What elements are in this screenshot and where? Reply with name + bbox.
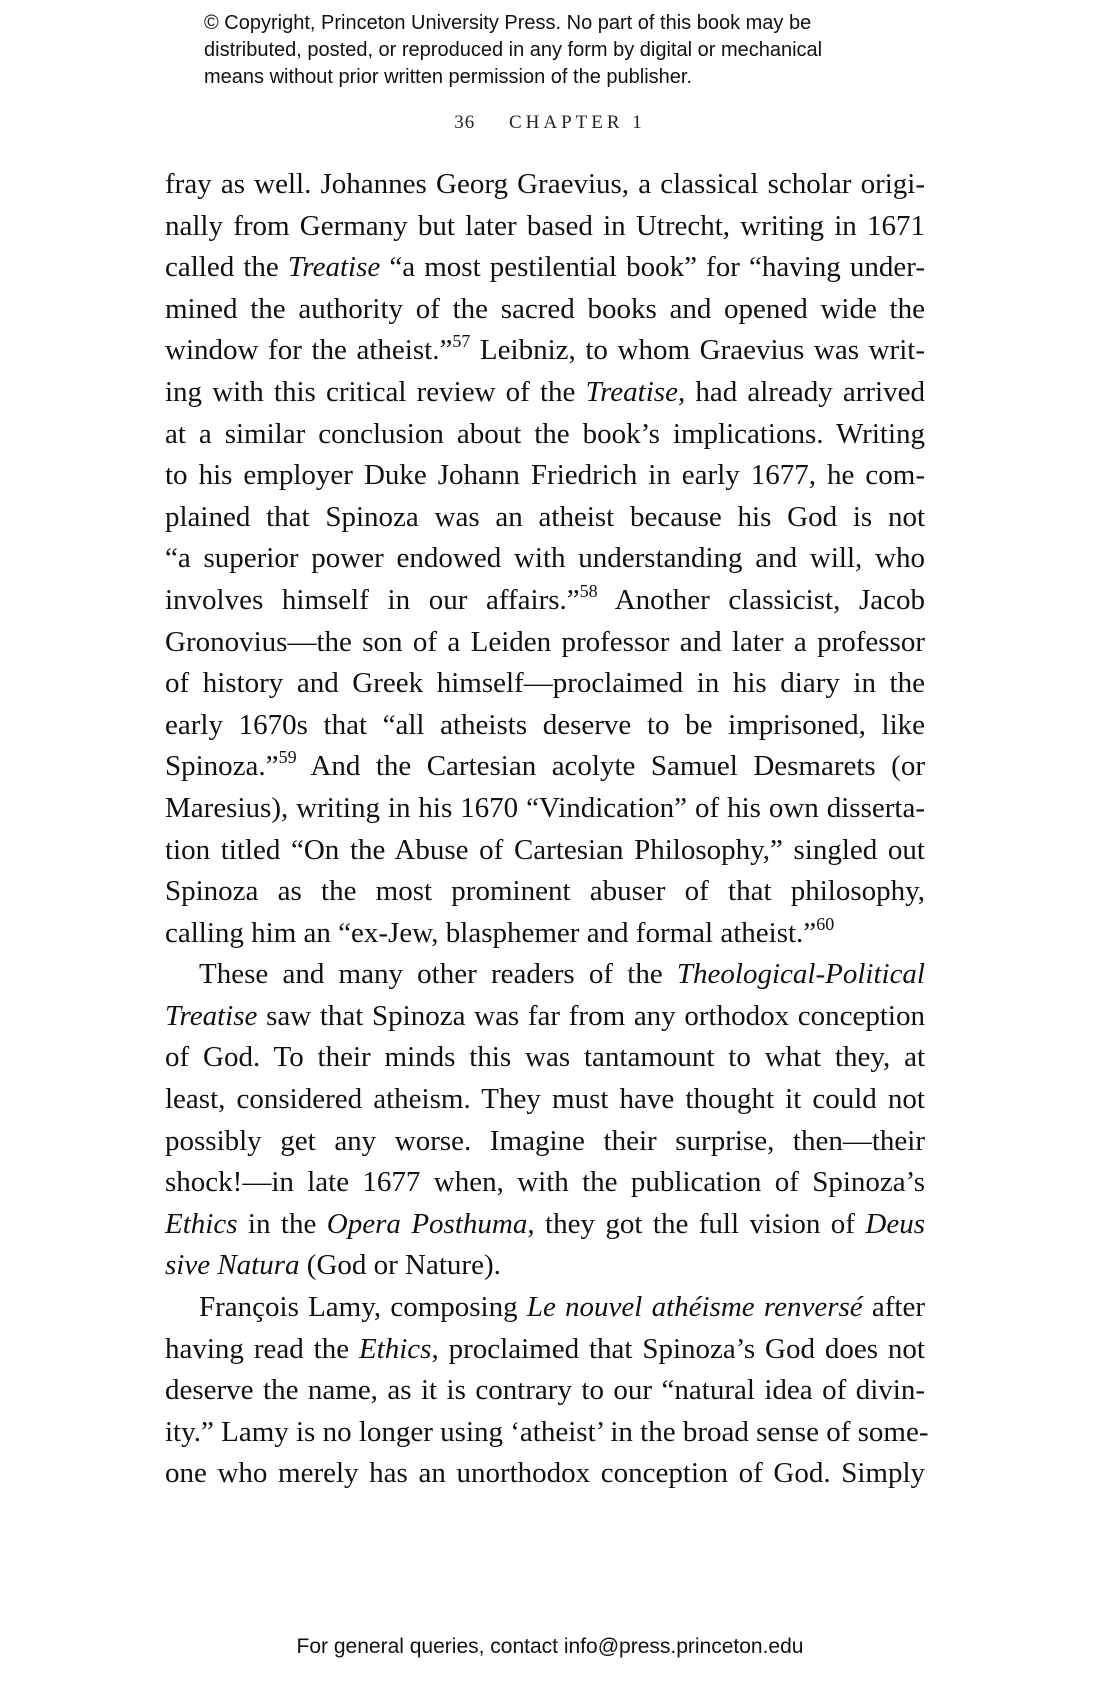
text-line: involves himself in our affairs.”$^{58}$ Another classicist, Jacob <box>165 580 925 616</box>
footnote-ref: 57 <box>452 331 471 352</box>
text-line: ing with this critical review of the Treatise, had already arrived <box>165 375 925 408</box>
text-line: one who merely has an unorthodox conception of God. Simply <box>165 1457 925 1490</box>
text-line: fray as well. Johannes Georg Graevius, a classical scholar origi- <box>165 168 925 200</box>
text-line: window for the atheist.”$^{57}$ Leibniz, to whom Graevius was writ- <box>165 331 925 367</box>
copyright-line: means without prior written permission of the publisher. <box>204 66 693 88</box>
text-line: deserve the name, as it is contrary to our “natural idea of divin- <box>165 1374 925 1407</box>
text-line: mined the authority of the sacred books and opened wide the <box>165 292 925 325</box>
text-line: Treatise saw that Spinoza was far from any orthodox conception <box>165 999 925 1032</box>
text-line: called the Treatise “a most pestilential book” for “having under- <box>165 251 925 284</box>
text-line: shock!—in late 1677 when, with the publication of Spinoza’s <box>165 1166 925 1199</box>
text-line: of history and Greek himself—proclaimed in his diary in the <box>165 667 925 700</box>
copyright-line: © Copyright, Princeton University Press. No part of this book may be <box>204 12 812 34</box>
copyright-notice <box>204 10 924 91</box>
text-line: Ethics in the Opera Posthuma, they got the full vision of Deus <box>165 1207 925 1240</box>
text-line: nally from Germany but later based in Utrecht, writing in 1671 <box>165 209 925 242</box>
contact-footer-text: For general queries, contact info@press.princeton.edu <box>296 1635 804 1658</box>
text-line: calling him an “ex-Jew, blasphemer and formal atheist.”$^{60}$ <box>165 913 835 949</box>
text-line: at a similar conclusion about the book’s implications. Writing <box>165 417 925 450</box>
text-line: ity.” Lamy is no longer using ‘atheist’ in the broad sense of some- <box>165 1415 929 1448</box>
text-line: François Lamy, composing Le nouvel athéisme renversé after <box>199 1291 925 1324</box>
text-line: tion titled “On the Abuse of Cartesian Philosophy,” singled out <box>165 833 925 866</box>
text-line: early 1670s that “all atheists deserve to be imprisoned, like <box>165 708 925 741</box>
running-head <box>0 112 1100 134</box>
text-line: sive Natura (God or Nature). <box>165 1249 501 1282</box>
text-line: Spinoza.”$^{59}$ And the Cartesian acolyte Samuel Desmarets (or <box>165 747 925 783</box>
footnote-ref: 60 <box>816 913 835 934</box>
text-line: Gronovius—the son of a Leiden professor and later a professor <box>165 625 925 658</box>
body-text <box>165 164 929 1495</box>
text-line: least, considered atheism. They must have thought it could not <box>165 1083 925 1116</box>
footnote-ref: 59 <box>278 747 297 768</box>
text-line: Maresius), writing in his 1670 “Vindication” of his own disserta- <box>165 791 925 824</box>
text-line: to his employer Duke Johann Friedrich in early 1677, he com- <box>165 459 925 492</box>
text-line: possibly get any worse. Imagine their surprise, then—their <box>165 1124 925 1157</box>
text-line: having read the Ethics, proclaimed that Spinoza’s God does not <box>165 1332 925 1365</box>
footnote-ref: 58 <box>579 580 598 601</box>
text-line: “a superior power endowed with understanding and will, who <box>165 542 925 575</box>
chapter-label: CHAPTER 1 <box>508 112 646 133</box>
copyright-line: distributed, posted, or reproduced in any form by digital or mechanical <box>204 39 823 61</box>
contact-footer <box>0 1635 1100 1659</box>
text-line: of God. To their minds this was tantamount to what they, at <box>165 1041 925 1074</box>
page-number: 36 <box>454 112 476 133</box>
text-line: plained that Spinoza was an atheist because his God is not <box>165 500 925 533</box>
text-line: Spinoza as the most prominent abuser of that philosophy, <box>165 875 925 908</box>
text-line: These and many other readers of the Theological-Political <box>199 958 925 991</box>
